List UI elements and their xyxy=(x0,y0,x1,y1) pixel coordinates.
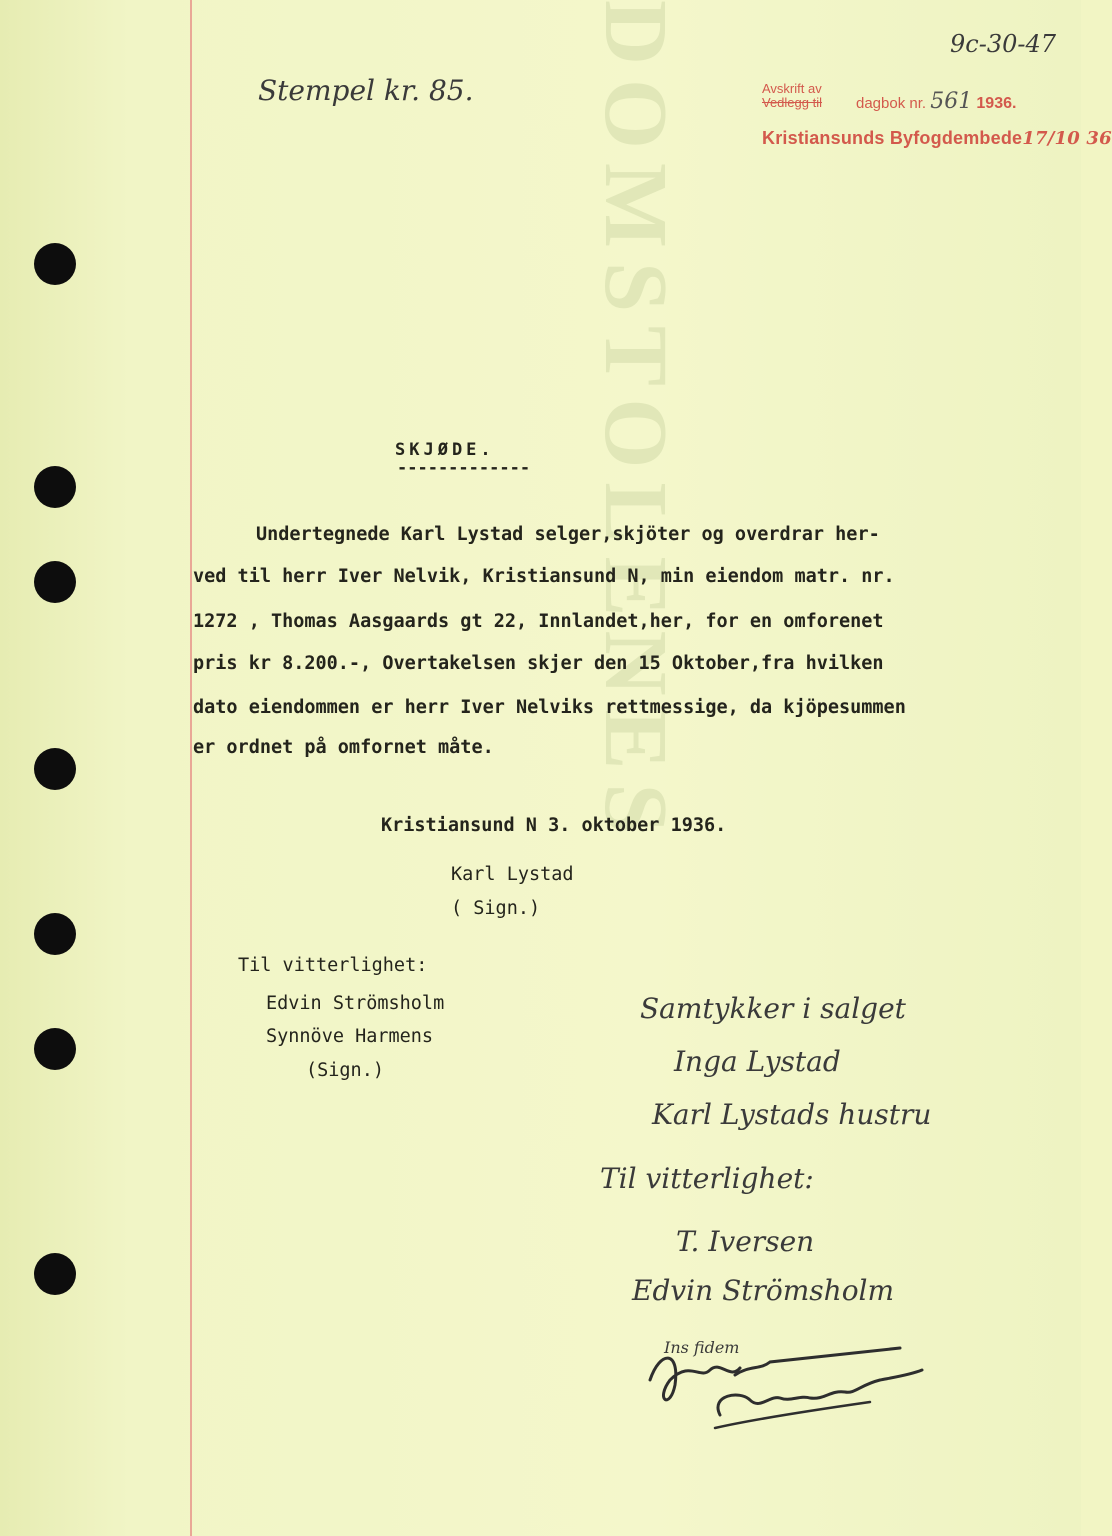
stamp-vedlegg-label: Vedlegg til xyxy=(762,95,822,110)
reference-number: 9c-30-47 xyxy=(950,30,1057,58)
punch-hole xyxy=(34,1253,76,1295)
stamp-dagbok-number: 561 xyxy=(930,89,973,114)
margin-line xyxy=(190,0,192,1536)
witness-name: Synnöve Harmens xyxy=(266,1026,434,1047)
punch-hole xyxy=(34,1028,76,1070)
handwritten-witness: Edvin Strömsholm xyxy=(632,1274,895,1307)
punch-hole xyxy=(34,748,76,790)
seller-name: Karl Lystad xyxy=(451,864,574,885)
body-line: er ordnet på omfornet måte. xyxy=(193,737,494,758)
signature-label: Ins fidem xyxy=(664,1338,740,1357)
body-line: pris kr 8.200.-, Overtakelsen skjer den 15 Oktober,fra hvilken xyxy=(193,653,884,674)
body-line: ved til herr Iver Nelvik, Kristiansund N, min eiendom matr. nr. xyxy=(193,566,895,587)
punch-hole xyxy=(34,243,76,285)
stamp-office-name: Kristiansunds Byfogdembede xyxy=(762,128,1023,148)
official-signature xyxy=(640,1340,930,1430)
handwritten-witness-heading: Til vitterlighet: xyxy=(600,1162,814,1195)
stamp-date: 17/10 36 xyxy=(1022,128,1112,149)
stamp-office xyxy=(762,128,1112,149)
consent-signature: Inga Lystad xyxy=(674,1045,841,1078)
place-date: Kristiansund N 3. oktober 1936. xyxy=(381,815,727,836)
stamp-year: 1936. xyxy=(976,95,1017,112)
consent-line: Samtykker i salget xyxy=(640,992,906,1025)
handwritten-witness: T. Iversen xyxy=(676,1225,815,1258)
punch-hole xyxy=(34,561,76,603)
punch-hole xyxy=(34,466,76,508)
body-line: dato eiendommen er herr Iver Nelviks rettmessige, da kjöpesummen xyxy=(193,697,906,718)
witness-name: Edvin Strömsholm xyxy=(266,993,445,1014)
stamp-dagbok xyxy=(856,89,1016,114)
body-line: Undertegnede Karl Lystad selger,skjöter og overdrar her- xyxy=(256,524,880,545)
witness-heading: Til vitterlighet: xyxy=(238,955,428,976)
consent-signer: Karl Lystads hustru xyxy=(652,1098,932,1131)
punch-hole xyxy=(34,913,76,955)
seller-sign: ( Sign.) xyxy=(451,898,541,919)
title-underline: ------------- xyxy=(397,458,531,478)
stamp-avskrift-label: Avskrift av xyxy=(762,81,822,96)
stamp-dagbok-label: dagbok nr. xyxy=(856,95,927,112)
watermark: DOMSTOLENES xyxy=(586,0,685,848)
document-title: SKJØDE. xyxy=(395,440,495,460)
witness-sign: (Sign.) xyxy=(306,1060,384,1081)
body-line: 1272 , Thomas Aasgaards gt 22, Innlandet,her, for en omforenet xyxy=(193,611,884,632)
stamp-duty-note: Stempel kr. 85. xyxy=(258,74,474,107)
